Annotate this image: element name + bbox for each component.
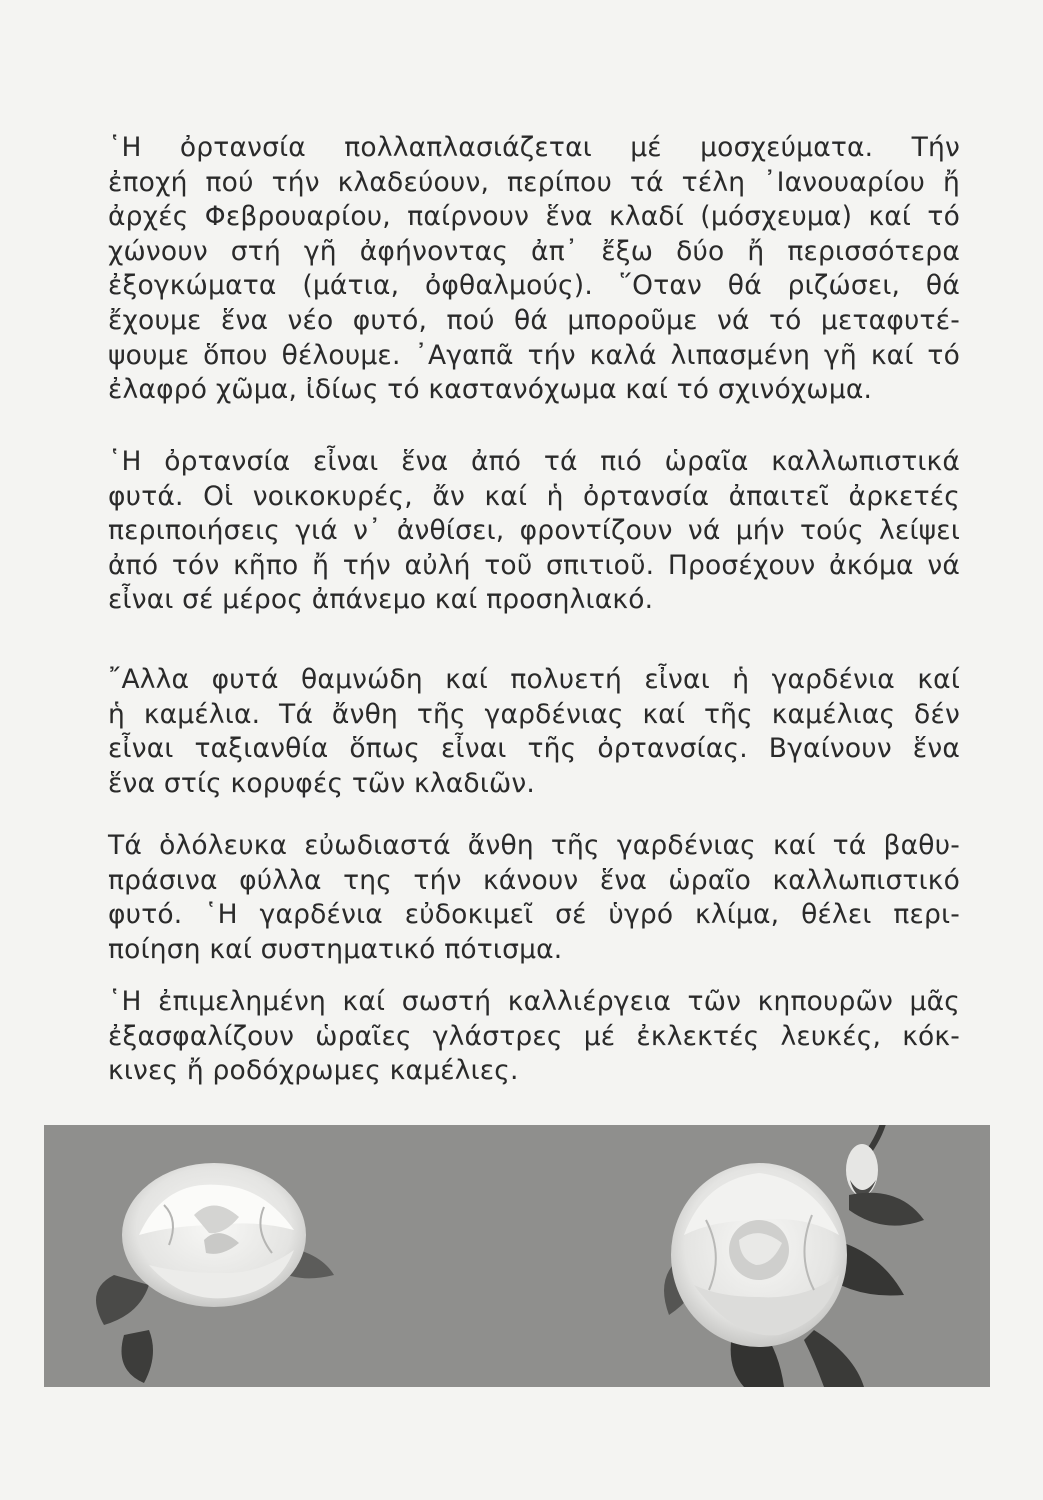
text-line: ψουμε ὅπου θέλουμε. ᾿Αγαπᾶ τήν καλά λιπασμένη γῆ καί τό (108, 339, 960, 371)
text-line: ἔχουμε ἕνα νέο φυτό, πού θά μποροῦμε νά τό μεταφυτέ- (108, 304, 960, 336)
text-line: ἀρχές Φεβρουαρίου, παίρνουν ἕνα κλαδί (μόσχευμα) καί τό (108, 201, 960, 233)
text-line: ἐξογκώματα (μάτια, ὀφθαλμούς). ῞Οταν θά ριζώσει, θά (108, 270, 960, 302)
text-line: ῎Αλλα φυτά θαμνώδη καί πολυετή εἶναι ἡ γαρδένια καί (108, 664, 960, 695)
paragraph-hydrangea-beauty (108, 445, 960, 618)
flowers-painting (44, 1125, 990, 1387)
text-line: ῾Η ἐπιμελημένη καί σωστή καλλιέργεια τῶν κηπουρῶν μᾶς (108, 986, 960, 1017)
text-line: Τά ὁλόλευκα εὐωδιαστά ἄνθη τῆς γαρδένιας καί τά βαθυ- (108, 830, 960, 861)
text-line: ἕνα στίς κορυφές τῶν κλαδιῶν. (108, 767, 536, 799)
text-line: ἐξασφαλίζουν ὡραῖες γλάστρες μέ ἐκλεκτές λευκές, κόκ- (108, 1020, 960, 1052)
text-line: ῾Η ὀρτανσία πολλαπλασιάζεται μέ μοσχεύματα. Τήν (108, 132, 960, 163)
text-line: κινες ἤ ροδόχρωμες καμέλιες. (108, 1055, 519, 1087)
text-line: ποίηση καί συστηματικό πότισμα. (108, 933, 563, 965)
text-line: ῾Η ὀρτανσία εἶναι ἕνα ἀπό τά πιό ὡραῖα καλλωπιστικά (108, 446, 960, 477)
text-line: περιποιήσεις γιά ν᾿ ἀνθίσει, φροντίζουν νά μήν τούς λείψει (108, 515, 960, 547)
flower-illustration (44, 1125, 990, 1387)
paragraph-gardenia (108, 829, 960, 967)
paragraph-camellia (108, 985, 960, 1089)
text-line: χώνουν στή γῆ ἀφήνοντας ἀπ᾿ ἔξω δύο ἤ περισσότερα (108, 235, 960, 267)
text-line: εἶναι ταξιανθία ὅπως εἶναι τῆς ὀρτανσίας. Βγαίνουν ἕνα (108, 733, 960, 765)
text-line: ἀπό τόν κῆπο ἤ τήν αὐλή τοῦ σπιτιοῦ. Προσέχουν ἀκόμα νά (108, 549, 960, 581)
text-line: πράσινα φύλλα της τήν κάνουν ἕνα ὡραῖο καλλωπιστικό (108, 864, 960, 896)
text-line: ἐλαφρό χῶμα, ἰδίως τό καστανόχωμα καί τό σχινόχωμα. (108, 374, 873, 406)
paragraph-hydrangea-propagation (108, 131, 960, 408)
text-line: ἐποχή πού τήν κλαδεύουν, περίπου τά τέλη ᾿Ιανουαρίου ἤ (108, 166, 960, 198)
text-line: εἶναι σέ μέρος ἀπάνεμο καί προσηλιακό. (108, 584, 654, 616)
text-line: φυτό. ῾Η γαρδένια εὐδοκιμεῖ σέ ὑγρό κλίμα, θέλει περι- (108, 899, 960, 931)
text-line: ἡ καμέλια. Τά ἄνθη τῆς γαρδένιας καί τῆς καμέλιας δέν (108, 698, 960, 730)
paragraph-shrubs (108, 663, 960, 801)
text-line: φυτά. Οἱ νοικοκυρές, ἄν καί ἡ ὀρτανσία ἀπαιτεῖ ἀρκετές (108, 480, 960, 512)
